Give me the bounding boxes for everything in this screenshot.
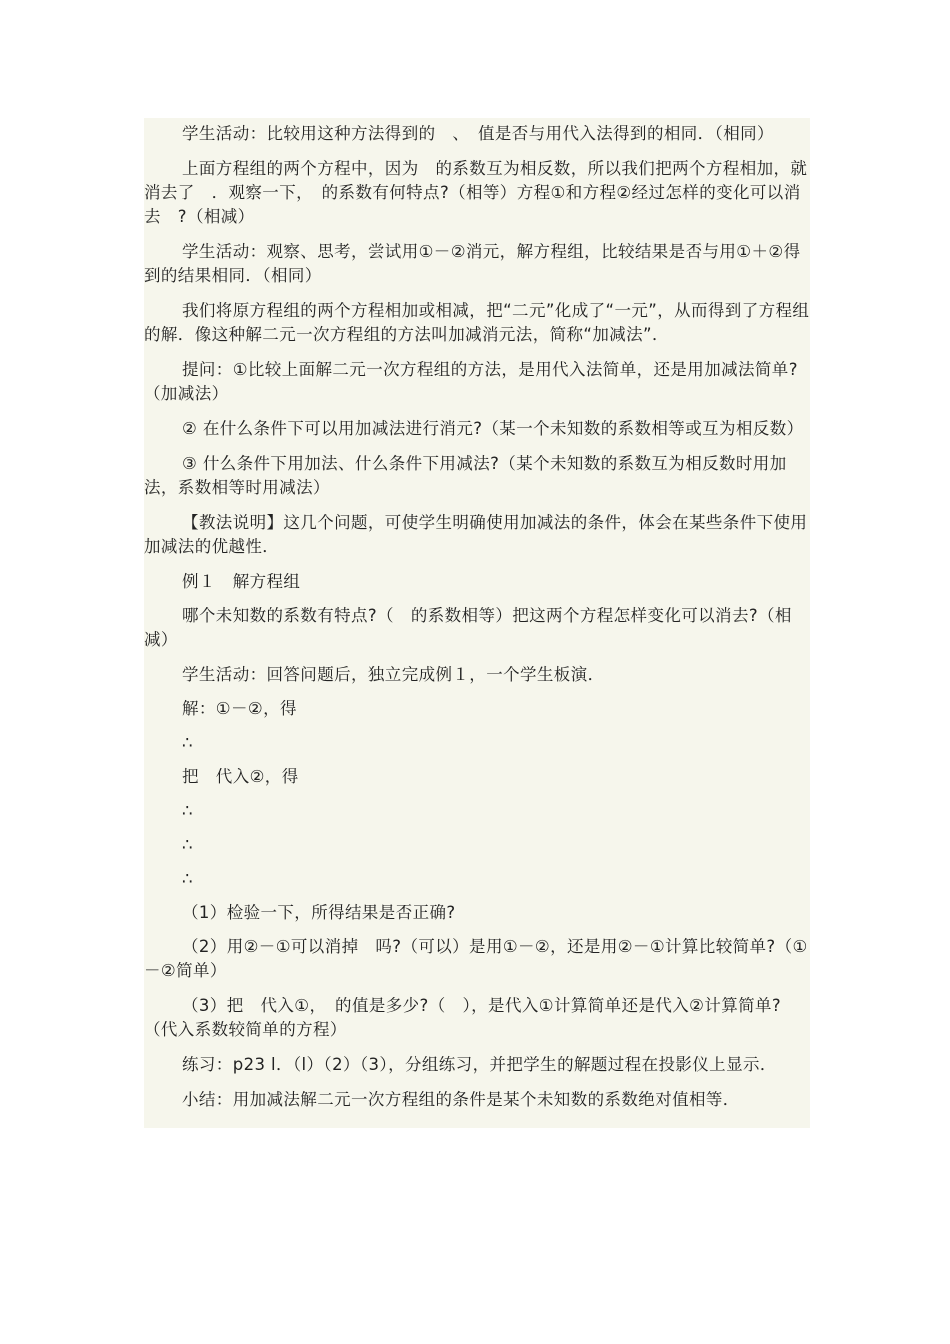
paragraph-question-3: ③ 什么条件下用加法、什么条件下用减法?（某个未知数的系数互为相反数时用加法，系数相等时用减法）	[144, 454, 787, 497]
paragraph-example-question: 哪个未知数的系数有特点?（ 的系数相等）把这两个方程怎样变化可以消去?（相减）	[144, 606, 792, 649]
paragraph-practice: 练习：p23 l．（l）（2）（3），分组练习，并把学生的解题过程在投影仪上显示．	[182, 1055, 777, 1074]
paragraph-student-activity-2: 学生活动：观察、思考，尝试用①－②消元，解方程组，比较结果是否与用①＋②得到的结果相同．（相同）	[144, 242, 801, 285]
paragraph-example-1: 例１ 解方程组	[182, 572, 301, 591]
paragraph-student-activity-1: 学生活动：比较用这种方法得到的 、 值是否与用代入法得到的相同．（相同）	[182, 124, 774, 143]
paragraph-check-2: （2）用②－①可以消掉 吗?（可以）是用①－②，还是用②－①计算比较简单?（①－②简单）	[144, 937, 808, 980]
paragraph-therefore-2: ∴	[182, 801, 193, 820]
paragraph-question-1: 提问：①比较上面解二元一次方程组的方法，是用代入法简单，还是用加减法简单?（加减法）	[144, 360, 798, 403]
paragraph-therefore-3: ∴	[182, 835, 193, 854]
paragraph-teaching-note: 【教法说明】这几个问题，可使学生明确使用加减法的条件，体会在某些条件下使用加减法的优越性．	[144, 513, 808, 556]
paragraph-summary: 小结：用加减法解二元一次方程组的条件是某个未知数的系数绝对值相等．	[182, 1090, 740, 1109]
paragraph-therefore-1: ∴	[182, 733, 193, 752]
paragraph-solution-step-1: 解：①－②，得	[182, 699, 297, 718]
paragraph-check-3: （3）把 代入①， 的值是多少?（ ），是代入①计算简单还是代入②计算简单?（代入系数较简单的方程）	[144, 996, 782, 1039]
paragraph-method-definition: 我们将原方程组的两个方程相加或相减，把“二元”化成了“一元”，从而得到了方程组的解．像这种解二元一次方程组的方法叫加减消元法，简称“加减法”．	[144, 301, 810, 344]
paragraph-student-activity-3: 学生活动：回答问题后，独立完成例１，一个学生板演．	[182, 665, 605, 684]
paragraph-coefficient-analysis: 上面方程组的两个方程中，因为 的系数互为相反数，所以我们把两个方程相加，就消去了 ．观察一下， 的系数有何特点?（相等）方程①和方程②经过怎样的变化可以消去 ?（相减）	[144, 159, 808, 226]
paragraph-solution-step-2: 把 代入②，得	[182, 767, 299, 786]
paragraph-therefore-4: ∴	[182, 869, 193, 888]
paragraph-question-2: ② 在什么条件下可以用加减法进行消元?（某一个未知数的系数相等或互为相反数）	[182, 419, 804, 438]
document-body	[144, 118, 810, 1128]
paragraph-check-1: （1）检验一下，所得结果是否正确?	[182, 903, 456, 922]
